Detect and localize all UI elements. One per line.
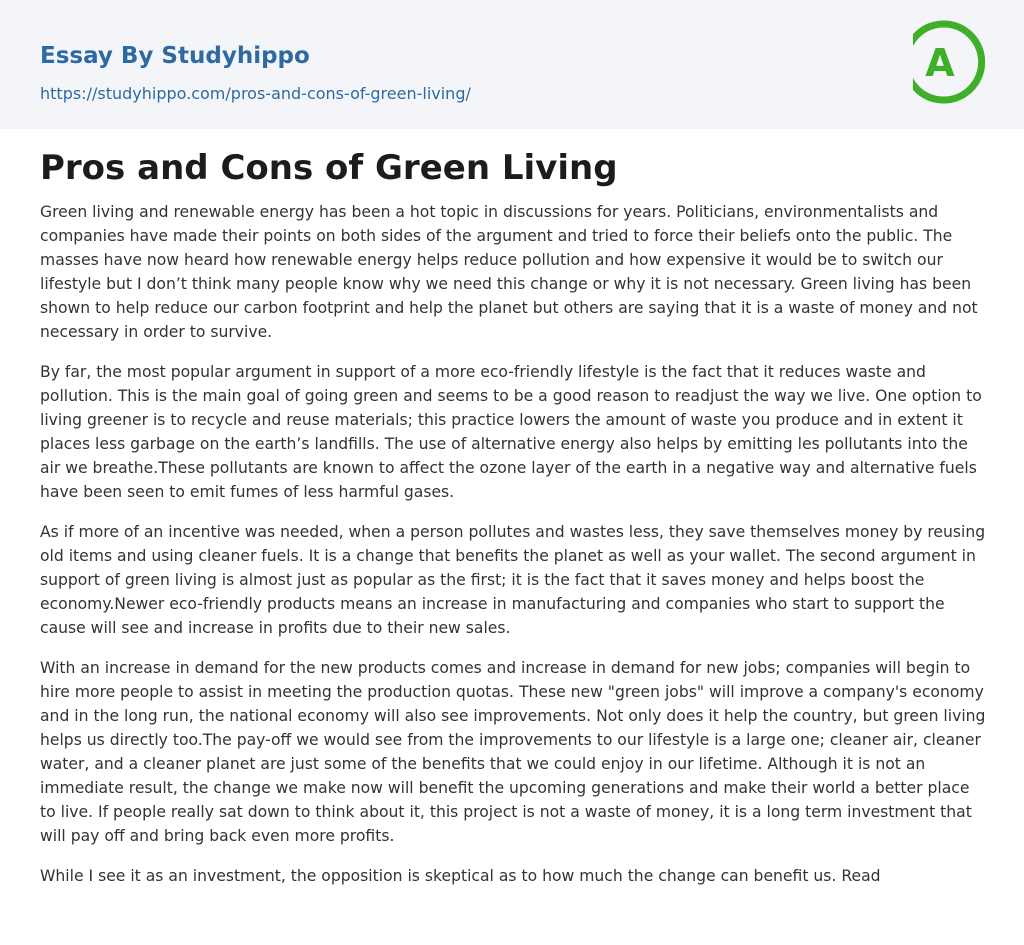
source-url-link[interactable]: https://studyhippo.com/pros-and-cons-of-green-living/ [40, 84, 471, 103]
logo-letter: A [925, 41, 955, 85]
page-title: Pros and Cons of Green Living [40, 148, 618, 188]
article-paragraph: With an increase in demand for the new products comes and increase in demand for new jobs; companies will begin to hire more people to assist in meeting the production quotas. These new "green jobs" will improve a company's economy and in the long run, the national economy will also see improvements. Not only does it help the country, but green living helps us directly too.The pay-off we would see from the improvements to our lifestyle is a large one; cleaner air, cleaner water, and a cleaner planet are just some of the benefits that we could enjoy in our lifetime. Although it is not an immediate result, the change we make now will benefit the upcoming generations and make their world a better place to live. If people really sat down to think about it, this project is not a waste of money, it is a long term investment that will pay off and bring back even more profits. [40, 659, 986, 845]
site-header [0, 0, 1024, 129]
article-paragraph: Green living and renewable energy has been a hot topic in discussions for years. Politicians, environmentalists and companies have made their points on both sides of the argument and tried to force their beliefs onto the public. The masses have now heard how renewable energy helps reduce pollution and how expensive it would be to switch our lifestyle but I don’t think many people know why we need this change or why it is not necessary. Green living has been shown to help reduce our carbon footprint and help the planet but others are saying that it is a waste of money and not necessary in order to survive. [40, 203, 978, 341]
article-paragraph: While I see it as an investment, the opposition is skeptical as to how much the change can benefit us. Read [40, 867, 881, 885]
article-paragraph: As if more of an incentive was needed, when a person pollutes and wastes less, they save themselves money by reusing old items and using cleaner fuels. It is a change that benefits the planet as well as your wallet. The second argument in support of green living is almost just as popular as the first; it is the fact that it saves money and helps boost the economy.Newer eco-friendly products means an increase in manufacturing and companies who start to support the cause will see and increase in profits due to their new sales. [40, 523, 986, 637]
article-body [40, 200, 986, 904]
article-paragraph: By far, the most popular argument in support of a more eco-friendly lifestyle is the fact that it reduces waste and pollution. This is the main goal of going green and seems to be a good reason to readjust the way we live. One option to living greener is to recycle and reuse materials; this practice lowers the amount of waste you produce and in extent it places less garbage on the earth’s landfills. The use of alternative energy also helps by emitting les pollutants into the air we breathe.These pollutants are known to affect the ozone layer of the earth in a negative way and alternative fuels have been seen to emit fumes of less harmful gases. [40, 363, 982, 501]
site-title[interactable]: Essay By Studyhippo [40, 43, 310, 69]
studyhippo-logo-icon[interactable] [913, 20, 985, 104]
